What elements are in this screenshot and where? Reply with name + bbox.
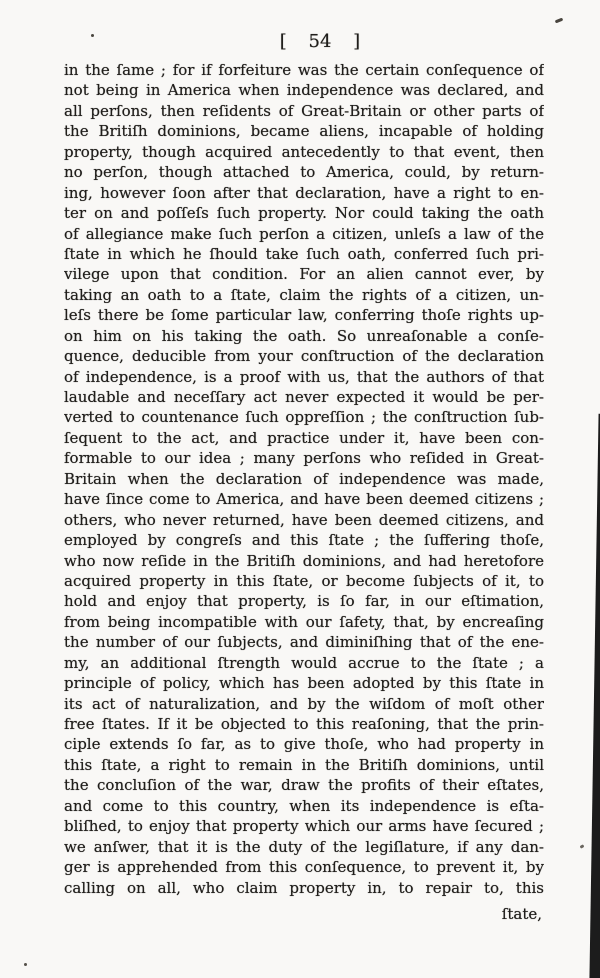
text-line: Britain when the declaration of independence was made, [64,469,544,488]
text-line: no perſon, though attached to America, could, by return- [64,163,544,182]
text-line: bliſhed, to enjoy that property which our arms have ſecured ; [64,817,544,836]
text-line: its act of naturalization, and by the wiſdom of moſt other [64,694,544,713]
scan-speck [555,18,564,24]
text-line: we anſwer, that it is the duty of the legiſlature, if any dan- [64,837,544,856]
text-line: on him on his taking the oath. So unreaſonable a conſe- [64,326,544,345]
text-line: of independence, is a proof with us, that the authors of that [64,367,544,386]
text-line: the concluſion of the war, draw the profits of their eſtates, [64,776,544,795]
text-line: laudable and neceſſary act never expected it would be per- [64,388,544,406]
scan-speck [580,844,585,849]
text-line: the Britiſh dominions, became aliens, incapable of holding [64,122,544,141]
text-line: leſs there be ſome particular law, conferring thoſe rights up- [64,306,544,325]
text-line: principle of policy, which has been adopted by this ſtate in [64,674,544,693]
text-line: not being in America when independence was declared, and [64,81,544,100]
text-line: property, though acquired antecedently to that event, then [64,142,544,161]
text-line: who now reſide in the Britiſh dominions, and had heretofore [64,551,544,570]
body-text [64,60,544,898]
text-line: have ſince come to America, and have been deemed citizens ; [64,490,544,509]
text-line: vilege upon that condition. For an alien cannot ever, by [64,265,544,284]
text-line: employed by congreſs and this ſtate ; the ſuffering thoſe, [64,531,544,550]
text-line: taking an oath to a ſtate, claim the rights of a citizen, un- [64,285,544,304]
text-line: free ſtates. If it be objected to this reaſoning, that the prin- [64,715,544,733]
text-line: hold and enjoy that property, is ſo far, in our eſtimation, [64,592,544,611]
text-line: quence, deducible from your conſtruction of the declaration [64,347,544,366]
text-line: this ſtate, a right to remain in the Britiſh dominions, until [64,755,544,774]
scan-edge-shadow [588,0,600,978]
text-line: ciple extends ſo far, as to give thoſe, who had property in [64,735,544,754]
text-line: ger is apprehended from this conſequence, to prevent it, by [64,858,544,877]
text-line: others, who never returned, have been deemed citizens, and [64,510,544,529]
text-line: from being incompatible with our ſafety, that, by encreaſing [64,612,544,631]
text-line: and come to this country, when its independence is eſta- [64,796,544,815]
catchword: ſtate, [501,905,542,923]
text-line: acquired property in this ſtate, or become ſubjects of it, to [64,571,544,590]
text-line: my, an additional ſtrength would accrue to the ſtate ; a [64,653,544,672]
text-line: of allegiance make ſuch perſon a citizen, unleſs a law of the [64,224,544,243]
text-line: ing, however ſoon after that declaration, have a right to en- [64,183,544,202]
text-line: calling on all, who claim property in, to repair to, this [64,878,544,897]
text-line: the number of our ſubjects, and diminiſhing that of the ene- [64,633,544,652]
text-line: ſtate in which he ſhould take ſuch oath, conferred ſuch pri- [64,244,544,263]
text-line: ter on and poſſeſs ſuch property. Nor could taking the oath [64,204,544,223]
text-line: in the ſame ; for if forfeiture was the certain conſequence of [64,61,544,79]
text-line: formable to our idea ; many perſons who reſided in Great- [64,449,544,468]
scan-speck [24,963,27,966]
page-number: [ 54 ] [279,31,361,52]
text-line: all perſons, then reſidents of Great-Britain or other parts of [64,101,544,120]
text-line: ſequent to the act, and practice under it, have been con- [64,428,544,447]
text-line: verted to countenance ſuch oppreſſion ; the conſtruction ſub- [64,408,544,427]
scan-speck [91,34,94,37]
